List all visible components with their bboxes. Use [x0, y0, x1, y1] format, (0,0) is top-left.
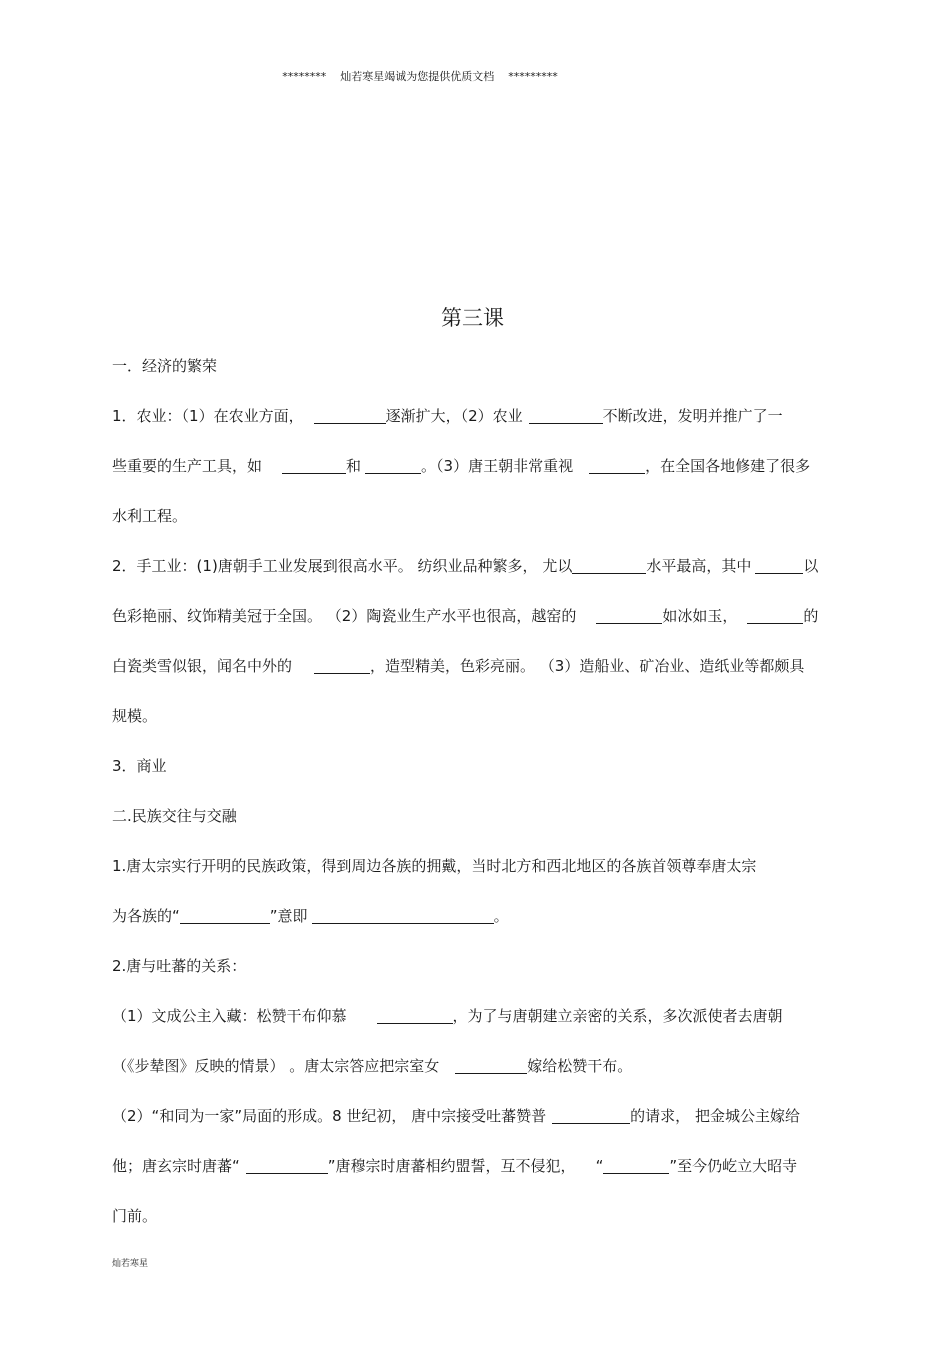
item-handicraft: 2．手工业：(1)唐朝手工业发展到很高水平。 纺织业品种繁多， 尤以 水平最高，其中 以	[112, 557, 819, 575]
page-header: ******** 灿若寒星竭诚为您提供优质文档 *********	[282, 70, 558, 83]
blank[interactable]	[529, 408, 603, 424]
item-agriculture-cont: 些重要的生产工具，如 和 。（3）唐王朝非常重视 ，在全国各地修建了很多	[112, 457, 811, 475]
blank[interactable]	[596, 608, 662, 624]
text-line: 水利工程。	[112, 507, 188, 525]
blank[interactable]	[455, 1058, 527, 1074]
blank[interactable]	[314, 408, 386, 424]
item-taizong: 为各族的“ ”意即 。	[112, 907, 509, 925]
blank[interactable]	[312, 908, 494, 924]
section-heading-economy: 一．经济的繁荣	[112, 357, 218, 375]
section-heading-ethnic: 二.民族交往与交融	[112, 807, 237, 825]
text-line: 规模。	[112, 707, 158, 725]
text-line: 1.唐太宗实行开明的民族政策，得到周边各族的拥戴，当时北方和西北地区的各族首领尊奉唐太宗	[112, 857, 757, 875]
item-hetong-cont: 他；唐玄宗时唐蕃“ ”唐穆宗时唐蕃相约盟誓，互不侵犯， “ ”至今仍屹立大昭寺	[112, 1157, 798, 1175]
blank[interactable]	[572, 558, 646, 574]
item-commerce: 3．商业	[112, 757, 167, 775]
blank[interactable]	[282, 458, 346, 474]
item-wencheng: （1）文成公主入藏：松赞干布仰慕 ，为了与唐朝建立亲密的关系，多次派使者去唐朝	[112, 1007, 783, 1025]
blank[interactable]	[603, 1158, 669, 1174]
blank[interactable]	[246, 1158, 328, 1174]
text-line: 门前。	[112, 1207, 158, 1225]
blank[interactable]	[747, 608, 803, 624]
page-footer: 灿若寒星	[112, 1259, 149, 1269]
blank[interactable]	[314, 658, 370, 674]
item-handicraft-cont: 色彩艳丽、纹饰精美冠于全国。 （2）陶瓷业生产水平也很高，越窑的 如冰如玉， 的	[112, 607, 819, 625]
blank[interactable]	[180, 908, 270, 924]
blank[interactable]	[365, 458, 421, 474]
item-tubo: 2.唐与吐蕃的关系：	[112, 957, 247, 975]
blank[interactable]	[589, 458, 645, 474]
blank[interactable]	[755, 558, 803, 574]
item-wencheng-cont: （《步辇图》反映的情景） 。唐太宗答应把宗室女 嫁给松赞干布。	[112, 1057, 633, 1075]
item-hetong: （2）“和同为一家”局面的形成。8 世纪初， 唐中宗接受吐蕃赞普 的请求， 把金城公主嫁给	[112, 1107, 800, 1125]
item-handicraft-cont: 白瓷类雪似银，闻名中外的 ，造型精美，色彩亮丽。 （3）造船业、矿冶业、造纸业等都颇具	[112, 657, 805, 675]
item-agriculture: 1．农业：（1）在农业方面， 逐渐扩大，（2）农业 不断改进，发明并推广了一	[112, 407, 783, 425]
page-title: 第三课	[441, 306, 504, 330]
blank[interactable]	[552, 1108, 630, 1124]
blank[interactable]	[377, 1008, 453, 1024]
